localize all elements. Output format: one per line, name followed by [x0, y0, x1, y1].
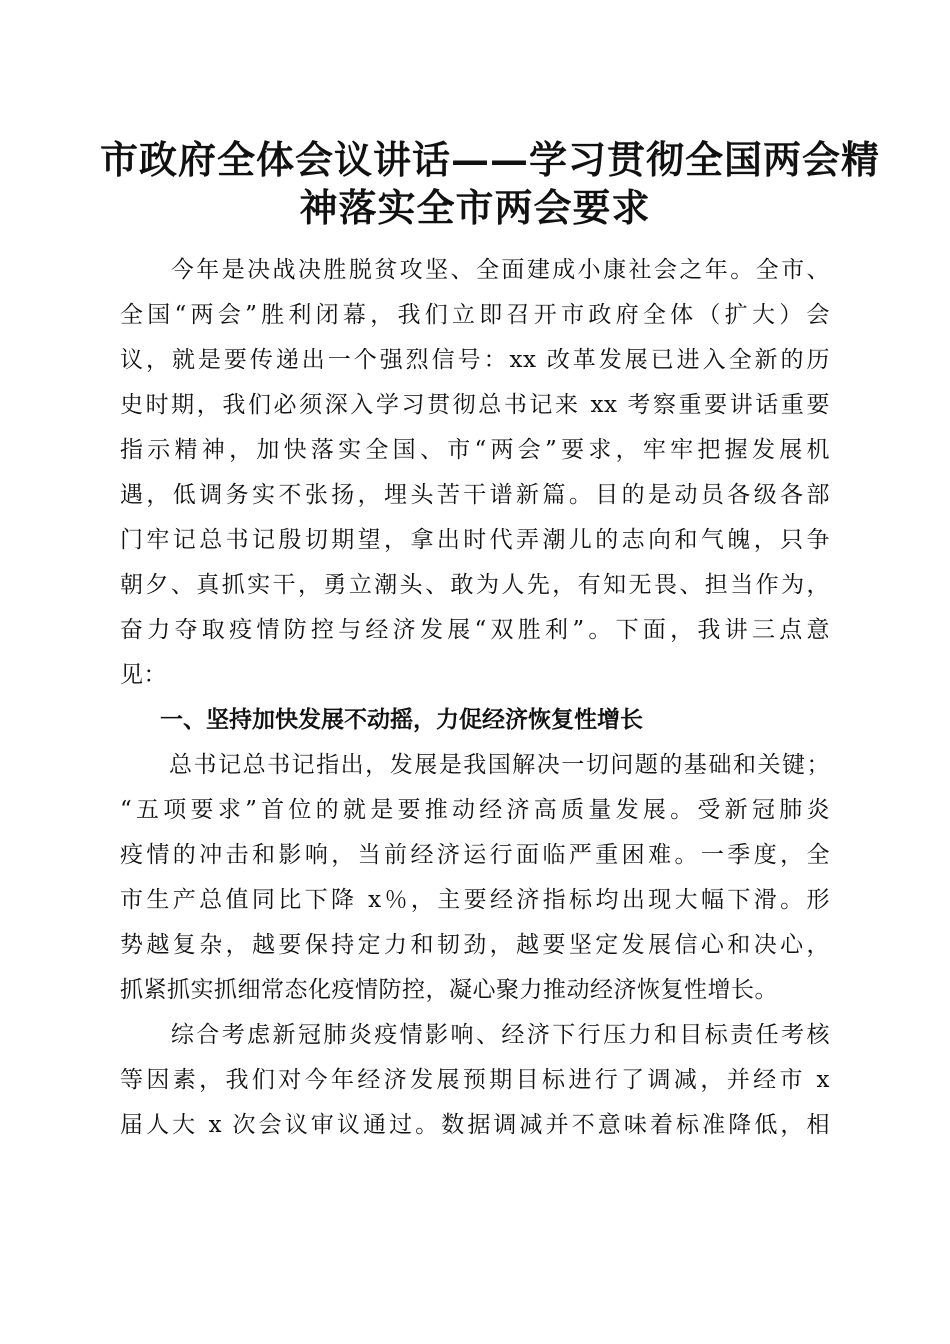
paragraph-line: 遇，低调务实不张扬，埋头苦干谱新篇。目的是动员各级各部	[120, 482, 830, 508]
paragraph-line: 疫情的冲击和影响，当前经济运行面临严重困难。一季度，全	[120, 842, 830, 868]
paragraph-line: 抓紧抓实抓细常态化疫情防控，凝心聚力推动经济恢复性增长。	[120, 977, 778, 1003]
paragraph-line: 朝夕、真抓实干，勇立潮头、敢为人先，有知无畏、担当作为，	[120, 572, 830, 598]
paragraph-line: 势越复杂，越要保持定力和韧劲，越要坚定发展信心和决心，	[120, 932, 830, 958]
paragraph-line: 奋力夺取疫情防控与经济发展“双胜利”。下面，我讲三点意	[120, 617, 830, 643]
paragraph-line: 市生产总值同比下降 x％，主要经济指标均出现大幅下滑。形	[120, 887, 830, 913]
paragraph-line: 今年是决战决胜脱贫攻坚、全面建成小康社会之年。全市、	[120, 257, 830, 283]
paragraph-line: “五项要求”首位的就是要推动经济高质量发展。受新冠肺炎	[120, 797, 830, 823]
paragraph-line: 全国“两会”胜利闭幕，我们立即召开市政府全体（扩大）会	[120, 302, 830, 328]
paragraph-line: 见：	[120, 662, 167, 688]
paragraph-line: 总书记总书记指出，发展是我国解决一切问题的基础和关键；	[120, 752, 830, 778]
document-title-line-2: 神落实全市两会要求	[299, 185, 651, 230]
paragraph-line: 门牢记总书记殷切期望，拿出时代弄潮儿的志向和气魄，只争	[120, 527, 830, 553]
paragraph-line: 届人大 x 次会议审议通过。数据调减并不意味着标准降低，相	[120, 1112, 830, 1138]
paragraph-line: 等因素，我们对今年经济发展预期目标进行了调减，并经市 x	[120, 1067, 830, 1093]
paragraph-line: 史时期，我们必须深入学习贯彻总书记来 xx 考察重要讲话重要	[120, 392, 830, 418]
section-heading-1: 一、坚持加快发展不动摇，力促经济恢复性增长	[160, 707, 643, 733]
paragraph-line: 指示精神，加快落实全国、市“两会”要求，牢牢把握发展机	[120, 437, 830, 463]
paragraph-line: 综合考虑新冠肺炎疫情影响、经济下行压力和目标责任考核	[120, 1022, 830, 1048]
paragraph-line: 议，就是要传递出一个强烈信号：xx 改革发展已进入全新的历	[120, 347, 830, 373]
document-title-line-1: 市政府全体会议讲话——学习贯彻全国两会精	[100, 137, 881, 182]
